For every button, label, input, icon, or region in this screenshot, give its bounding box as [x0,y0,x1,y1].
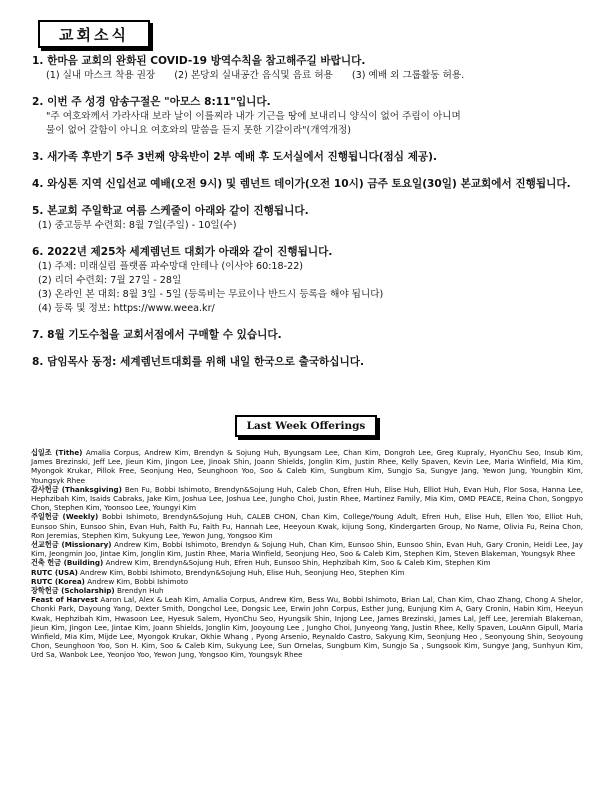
offering-scholarship [31,586,583,595]
offering-weekly [31,512,583,540]
offering-feast-of-harvest [31,595,583,659]
news-item-heading: 5. 본교회 주일학교 여름 스케줄이 아래와 같이 진행됩니다. [32,205,309,217]
offering-names: Andrew Kim, Bobbi Ishimoto, Brendyn & Sojung Huh, Chan Kim, Eunsoo Shin, Eunsoo Shin, Evan Huh, Gary Cronin, Heidi Lee, Jay Kim, Jeongmin Joo, Jintae Kim, Jonglin Kim, Justin Rhee, Maria Winfield, Seonjung Heo, Soo & Caleb Kim, Stephen Kim, Steven Blakeman, Youngsyk Rhee [31,540,583,559]
detail-text: (3) 예배 외 그룹활동 허용. [351,70,465,81]
offering-label: 감사헌금 (Thanksgiving) [31,484,122,494]
news-item-heading: 2. 이번 주 성경 암송구절은 "아모스 8:11"입니다. [32,96,271,108]
offering-label: 주일헌금 (Weekly) [31,512,99,522]
offering-names: Bobbi Ishimoto, Brendyn&Sojung Huh, CALEB CHON, Chan Kim, College/Young Adult, Efren Huh, Elise Huh, Ellen Yoo, Elliot Huh, Eunsoo Shin, Eunsoo Shin, Evan Huh, Faith Fu, Faith Fu, Hannah Lee, Heeyoun Kwak, kijung Song, Kindergarten Group, No Name, Olivia Fu, Reina Chon, Ron Jeremias, Stephen Kim, Sukyung Lee, Yewon Jung, Yongsoo Kim [31,512,583,540]
offering-label: 건축 헌금 (Building) [31,558,104,568]
offering-label: Feast of Harvest [31,595,98,605]
news-item-details [46,69,587,83]
offering-rutc-korea [31,577,583,586]
offering-names: Andrew Kim, Bobbi Ishimoto, Brendyn&Sojung Huh, Elise Huh, Seonjung Heo, Stephen Kim [80,567,405,577]
news-item-2 [32,95,587,138]
detail-text: (2) 본당외 실내공간 음식및 음료 허용 [174,70,333,81]
offering-names: Ben Fu, Bobbi Ishimoto, Brendyn&Sojung Huh, Caleb Chon, Efren Huh, Elise Huh, Elliot Huh, Evan Huh, Flor Sosa, Hanna Lee, Hephzibah Kim, Isaids Cabraks, Jake Kim, Joshua Lee, Joshua Lee, Jungho Choi, Justin Rhee, Martinez Family, Mia Kim, OMD PEACE, Reina Chon, Songpyo Chon, Stephen Kim, Yoonsoo Lee, Youngyi Kim [31,484,583,513]
detail-text: (1) 중고등부 수련회: 8월 7일(주일) - 10일(수) [38,220,237,231]
offering-names: Brendyn Huh [116,586,164,596]
news-item-5 [32,204,587,233]
offering-label: 선교헌금 (Missionary) [31,540,112,550]
memory-verse-line: "주 여호와께서 가라사대 보라 날이 이를찌라 내가 기근을 땅에 보내리니 양식이 없어 주림이 아니며 [46,111,461,122]
news-item-1 [32,54,587,83]
news-item-heading: 8. 담임목사 동정: 세계렘넌트대회를 위해 내일 한국으로 출국하십니다. [32,356,365,368]
news-item-heading: 7. 8월 기도수첩을 교회서점에서 구매할 수 있습니다. [32,329,282,341]
detail-text: (1) 주제: 미래실림 플랫폼 파수망대 안테나 (이사야 60:18-22) [38,261,304,272]
news-item-6 [32,245,587,316]
registration-link[interactable]: (4) 등록 및 정보: https://www.weea.kr/ [38,303,215,314]
offering-label: 십일조 (Tithe) [31,448,83,457]
offering-names: Andrew Kim, Brendyn&Sojung Huh, Efren Huh, Eunsoo Shin, Hephzibah Kim, Soo & Caleb Kim, Stephen Kim [105,558,491,568]
news-item-3 [32,150,587,165]
news-item-heading: 1. 한마음 교회의 완화된 COVID-19 방역수칙을 참고해주길 바랍니다. [32,55,366,67]
church-news-list [32,54,587,382]
offering-rutc-usa [31,568,583,577]
offerings-title: Last Week Offerings [235,415,378,437]
news-item-8 [32,355,587,370]
offering-thanksgiving [31,485,583,513]
news-item-4 [32,177,587,192]
offering-label: 장학헌금 (Scholarship) [31,586,115,596]
detail-text: (3) 온라인 본 대회: 8월 3일 - 5일 (등록비는 무료이나 반드시 등록을 해야 됩니다) [38,289,384,300]
detail-text: (1) 실내 마스크 착용 권장 [46,70,156,81]
news-item-heading: 6. 2022년 제25차 세계렘넌트 대회가 아래와 같이 진행됩니다. [32,246,333,258]
offering-building [31,558,583,567]
offering-names: Aaron Lal, Alex & Leah Kim, Amalia Corpus, Andrew Kim, Bess Wu, Bobbi Ishimoto, Brian Lal, Chan Kim, Chao Zhang, Chong A Shelor, Chonki Park, Dayoung Yang, Dexter Smith, Dongchol Lee, Dongsic Lee, Erwin John Corpus, Esther Jung, Eunjung Kim A, Gary Cronin, Habin Kim, Heeyun Kwak, Hephzibah Kim, Hwasoon Lee, Hyesuk Salem, HyonChu Seo, Hyungsik Shin, Injong Lee, James Brezinski, James Lal, Jeff Lee, Jeremiah Blakeman, Jieun Kim, Jingon Lee, Jintae Kim, Joann Shields, Jonglin Kim, Jooyoung Lee , Jungho Choi, Junyeong Yang, Justin Rhee, Kelly Spaven, LouAnn Gipull, Maria Winfield, Mia Kim, Mijde Lee, Myongok Krukar, Okhie Whang , Pyong Arsenio, Reynaldo Castro, Sakyung Kim, Seonjung Heo , Seonyoung Shin, Seoyoung Chon, Seunghoon Yoo, Son H. Kim, Soo & Caleb Kim, Sukyung Lee, Sun Ornelas, Sungbum Kim, Sungjo Sa , Sungsook Kim, Sungye Jang, Sunhyun Kim, Urd Sa, Wanbok Lee, Yeonjoo Yoo, Yewon Jung, Yongsoo Kim, Youngsyk Rhee [31,595,583,660]
offering-label: RUTC (USA) [31,567,78,577]
offering-names: Amalia Corpus, Andrew Kim, Brendyn & Sojung Huh, Byungsam Lee, Chan Kim, Dongroh Lee, Greg Kupraly, HyonChu Seo, Insub Kim, James Brezinski, Jeff Lee, Jieun Kim, Jingon Lee, Jinoak Shin, Joann Shields, Jonglin Kim, Justin Rhee, Kelly Spaven, Kevin Lee, Maria Winfield, Mia Kim, Myongok Krukar, Pillok Free, Seonjung Heo, Seunghoon Yoo, Soo & Caleb Kim, Sungbum Kim, Sungjo Sa, Sungye Jang, Yewon Jung, Youngbin Kim, Youngsyk Rhee [31,448,583,485]
offering-names: Andrew Kim, Bobbi Ishimoto [87,576,189,586]
offering-tithe [31,448,583,485]
offerings-header [0,414,612,437]
news-item-7 [32,328,587,343]
memory-verse-line: 물이 없어 갈함이 아니요 여호와의 말씀을 듣지 못한 기갈이라"(개역개정) [46,125,352,136]
detail-text: (2) 리더 수련회: 7월 27일 - 28일 [38,275,182,286]
offering-missionary [31,540,583,558]
offering-label: RUTC (Korea) [31,576,85,586]
news-item-heading: 3. 새가족 후반기 5주 3번째 양육반이 2부 예배 후 도서실에서 진행됩니다(점심 제공). [32,151,438,163]
offerings-list [31,448,583,660]
bulletin-title: 교회소식 [38,20,150,48]
news-item-heading: 4. 와싱톤 지역 신입선교 예배(오전 9시) 및 렘넌트 데이가(오전 10시) 금주 토요일(30일) 본교회에서 진행됩니다. [32,178,571,190]
